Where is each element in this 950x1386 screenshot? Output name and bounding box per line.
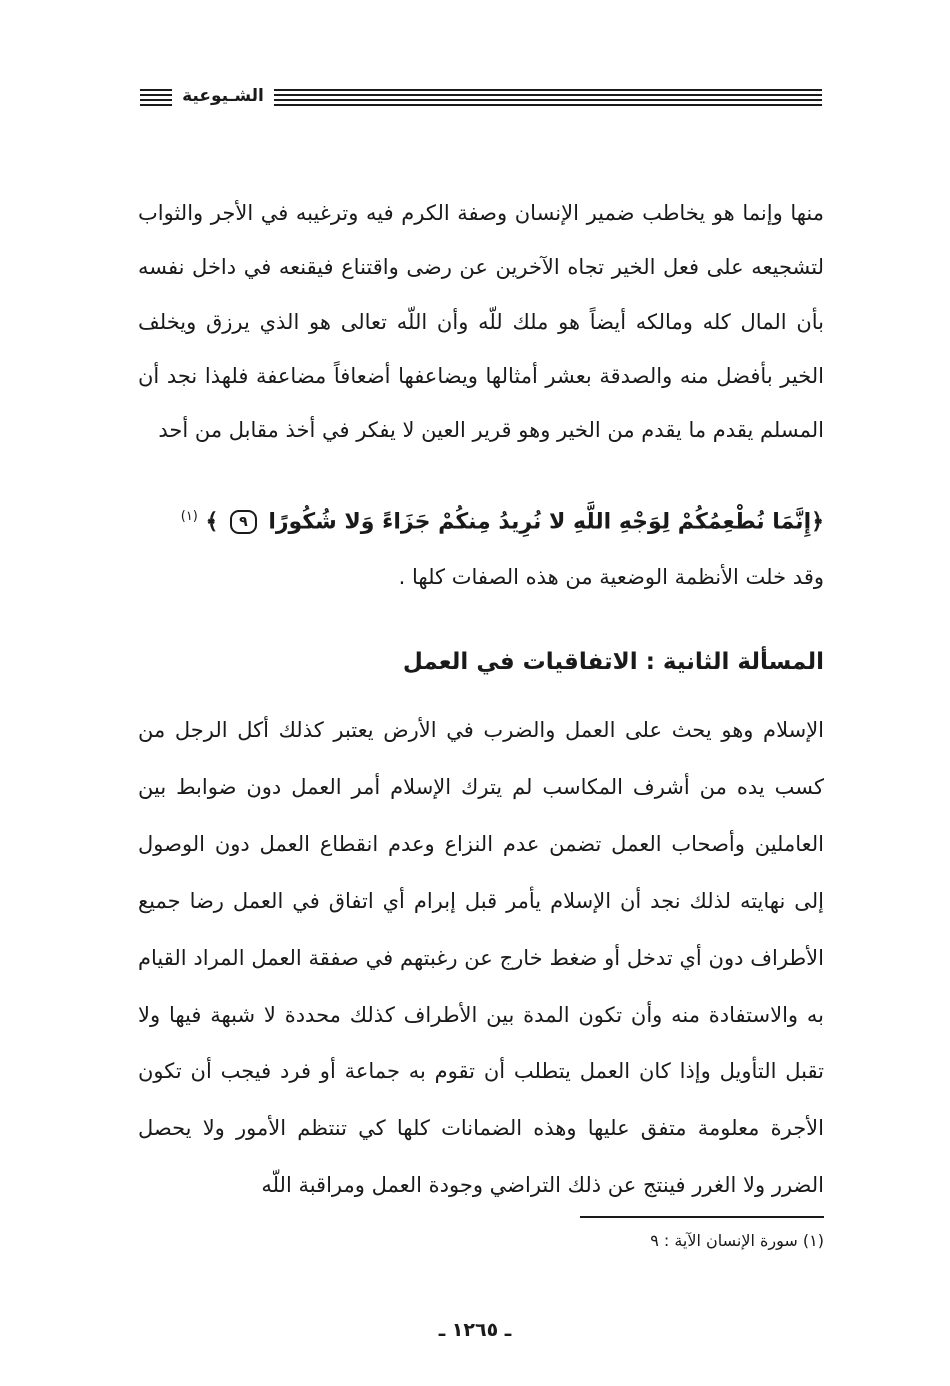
- running-title: الشـيوعية: [182, 86, 264, 106]
- verse-text: إِنَّمَا نُطْعِمُكُمْ لِوَجْهِ اللَّهِ لا نُرِيدُ مِنكُمْ جَزَاءً وَلا شُكُورًا: [268, 509, 812, 535]
- paragraph-2: الإسلام وهو يحث على العمل والضرب في الأرض يعتبر كذلك أكل الرجل من كسب يده من أشرف المكاسب لم يترك الإسلام أمر العمل دون ضوابط بين العاملين وأصحاب العمل تضمن عدم النزاع وعدم انقطاع العمل دون الوصول إلى نهايته لذلك نجد أن الإسلام يأمر قبل إبرام أي اتفاق في العمل رضا جميع الأطراف دون أي تدخل أو ضغط خارج عن رغبتهم في صفقة العمل المراد القيام به والاستفادة منه وأن تكون المدة بين الأطراف كذلك محددة لا شبهة فيها ولا تقبل التأويل وإذا كان العمل يتطلب أن تقوم به جماعة أو فرد فيجب أن تكون الأجرة معلومة متفق عليها وهذه الضمانات كلها كي تنتظم الأمور ولا يحصل الضرر ولا الغرر فينتج عن ذلك التراضي وجودة العمل ومراقبة اللّه: [138, 718, 824, 1198]
- quran-verse: [130, 492, 824, 542]
- paragraph-1-end: وقد خلت الأنظمة الوضعية من هذه الصفات كلها .: [398, 565, 824, 589]
- footnote: (١) سورة الإنسان الآية : ٩: [650, 1231, 824, 1250]
- ayah-number-badge: ٩: [230, 510, 257, 534]
- page-header: [140, 84, 822, 108]
- header-rule-left: [140, 89, 172, 106]
- header-rule-right: [274, 89, 822, 106]
- verse-open-bracket: ﴿: [811, 509, 824, 535]
- footnote-reference: (١): [180, 509, 198, 524]
- paragraph-1: منها وإنما هو يخاطب ضمير الإنسان وصفة الكرم فيه وترغيبه في الأجر والثواب لتشجيعه على فعل الخير تجاه الآخرين عن رضى واقتناع فيقنعه في داخل نفسه بأن المال كله ومالكه أيضاً هو ملك للّه وأن اللّه تعالى هو الذي يرزق ويخلف الخير بأفضل منه والصدقة بعشر أمثالها ويضاعفها أضعافاً مضاعفة فلهذا نجد أن المسلم يقدم ما يقدم من الخير وهو قرير العين لا يفكر في أخذ مقابل من أحد: [138, 201, 824, 443]
- section-heading: المسألة الثانية : الاتفاقيات في العمل: [402, 649, 824, 675]
- page-number: ـ ١٢٦٥ ـ: [438, 1319, 512, 1341]
- verse-close-bracket: ﴾: [205, 509, 219, 535]
- footnote-divider: [580, 1216, 824, 1218]
